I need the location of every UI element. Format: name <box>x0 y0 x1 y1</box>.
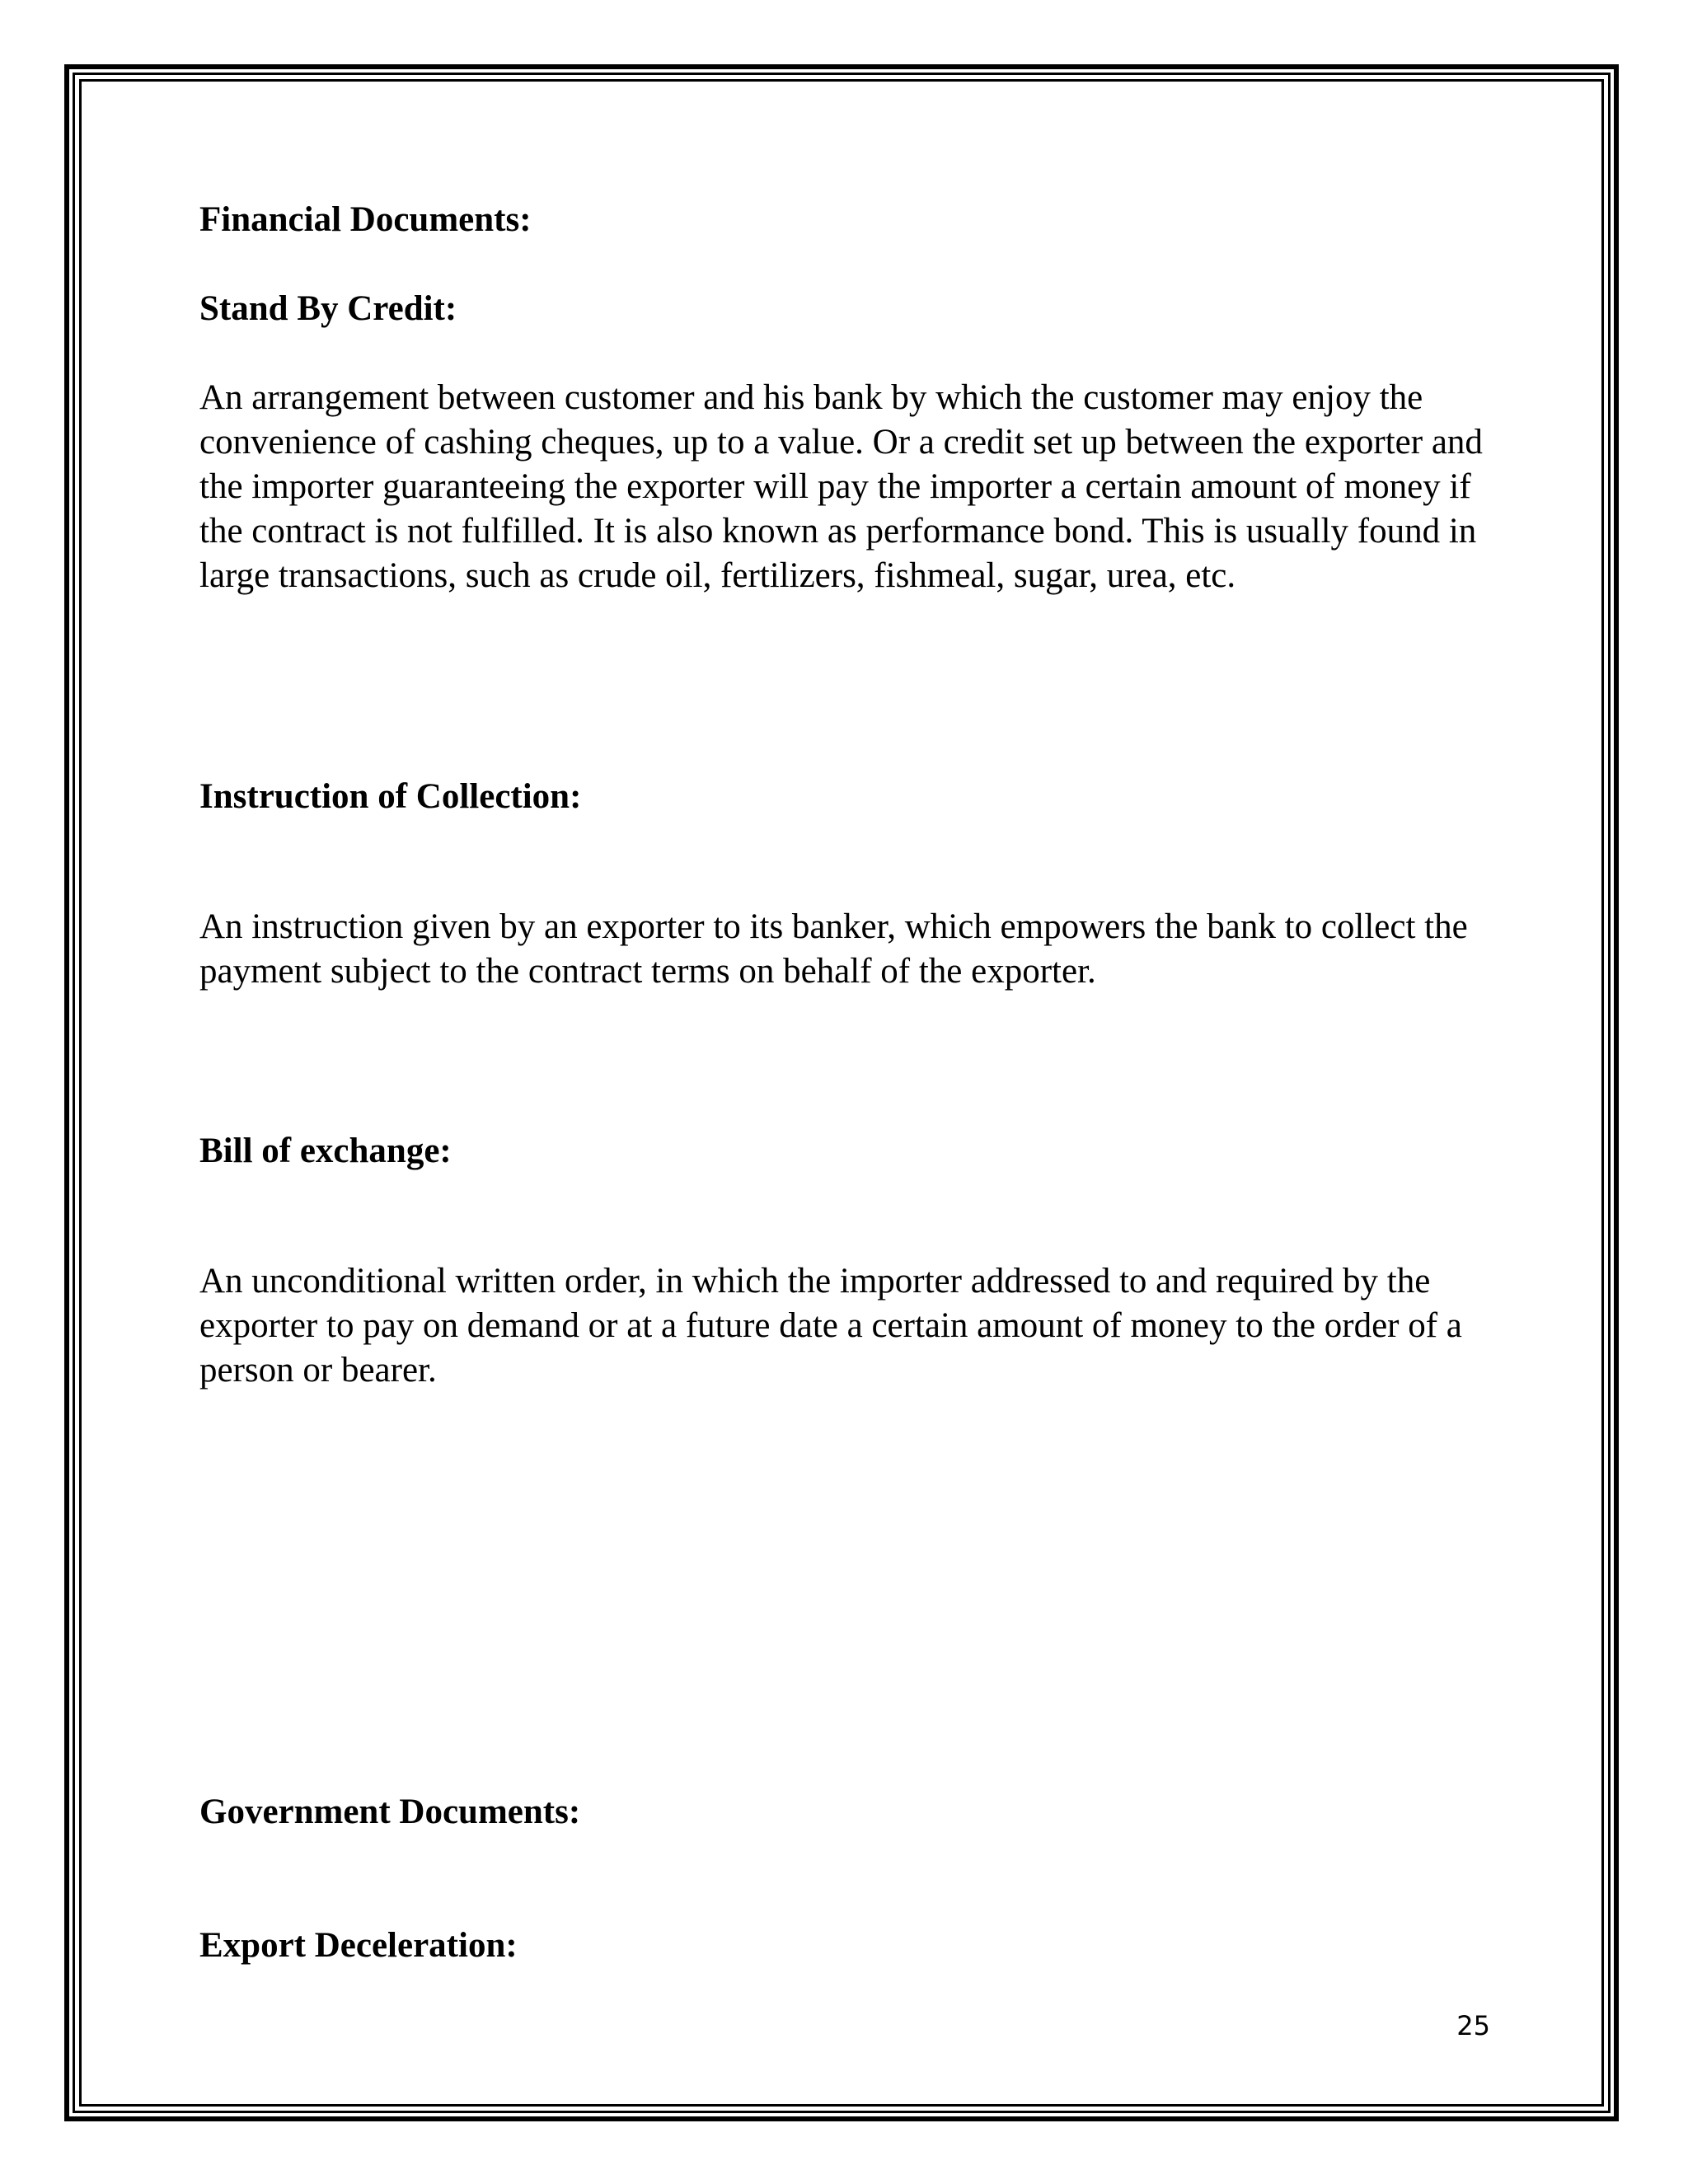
stand-by-credit-paragraph: An arrangement between customer and his bank by which the customer may enjoy the convenience of cashing cheques, up to a value. Or a credit set up between the exporter and the importer guaranteeing the exporter will pay the importer a certain amount of money if the contract is not fulfilled. It is also known as performance bond. This is usually found in large transactions, such as crude oil, fertilizers, fishmeal, sugar, urea, etc. <box>199 378 1483 595</box>
bill-of-exchange-paragraph: An unconditional written order, in which the importer addressed to and required by the exporter to pay on demand or at a future date a certain amount of money to the order of a person or bearer. <box>199 1262 1462 1390</box>
page-number: 25 <box>1456 2010 1490 2041</box>
bill-of-exchange-heading: Bill of exchange: <box>199 1132 452 1170</box>
stand-by-credit-heading: Stand By Credit: <box>199 289 457 328</box>
government-documents-heading: Government Documents: <box>199 1793 581 1831</box>
export-declaration-heading: Export Deceleration: <box>199 1926 518 1965</box>
instruction-of-collection-paragraph: An instruction given by an exporter to its banker, which empowers the bank to collect the payment subject to the contract terms on behalf of the exporter. <box>199 907 1468 991</box>
instruction-of-collection-heading: Instruction of Collection: <box>199 777 582 816</box>
financial-documents-heading: Financial Documents: <box>199 200 532 239</box>
